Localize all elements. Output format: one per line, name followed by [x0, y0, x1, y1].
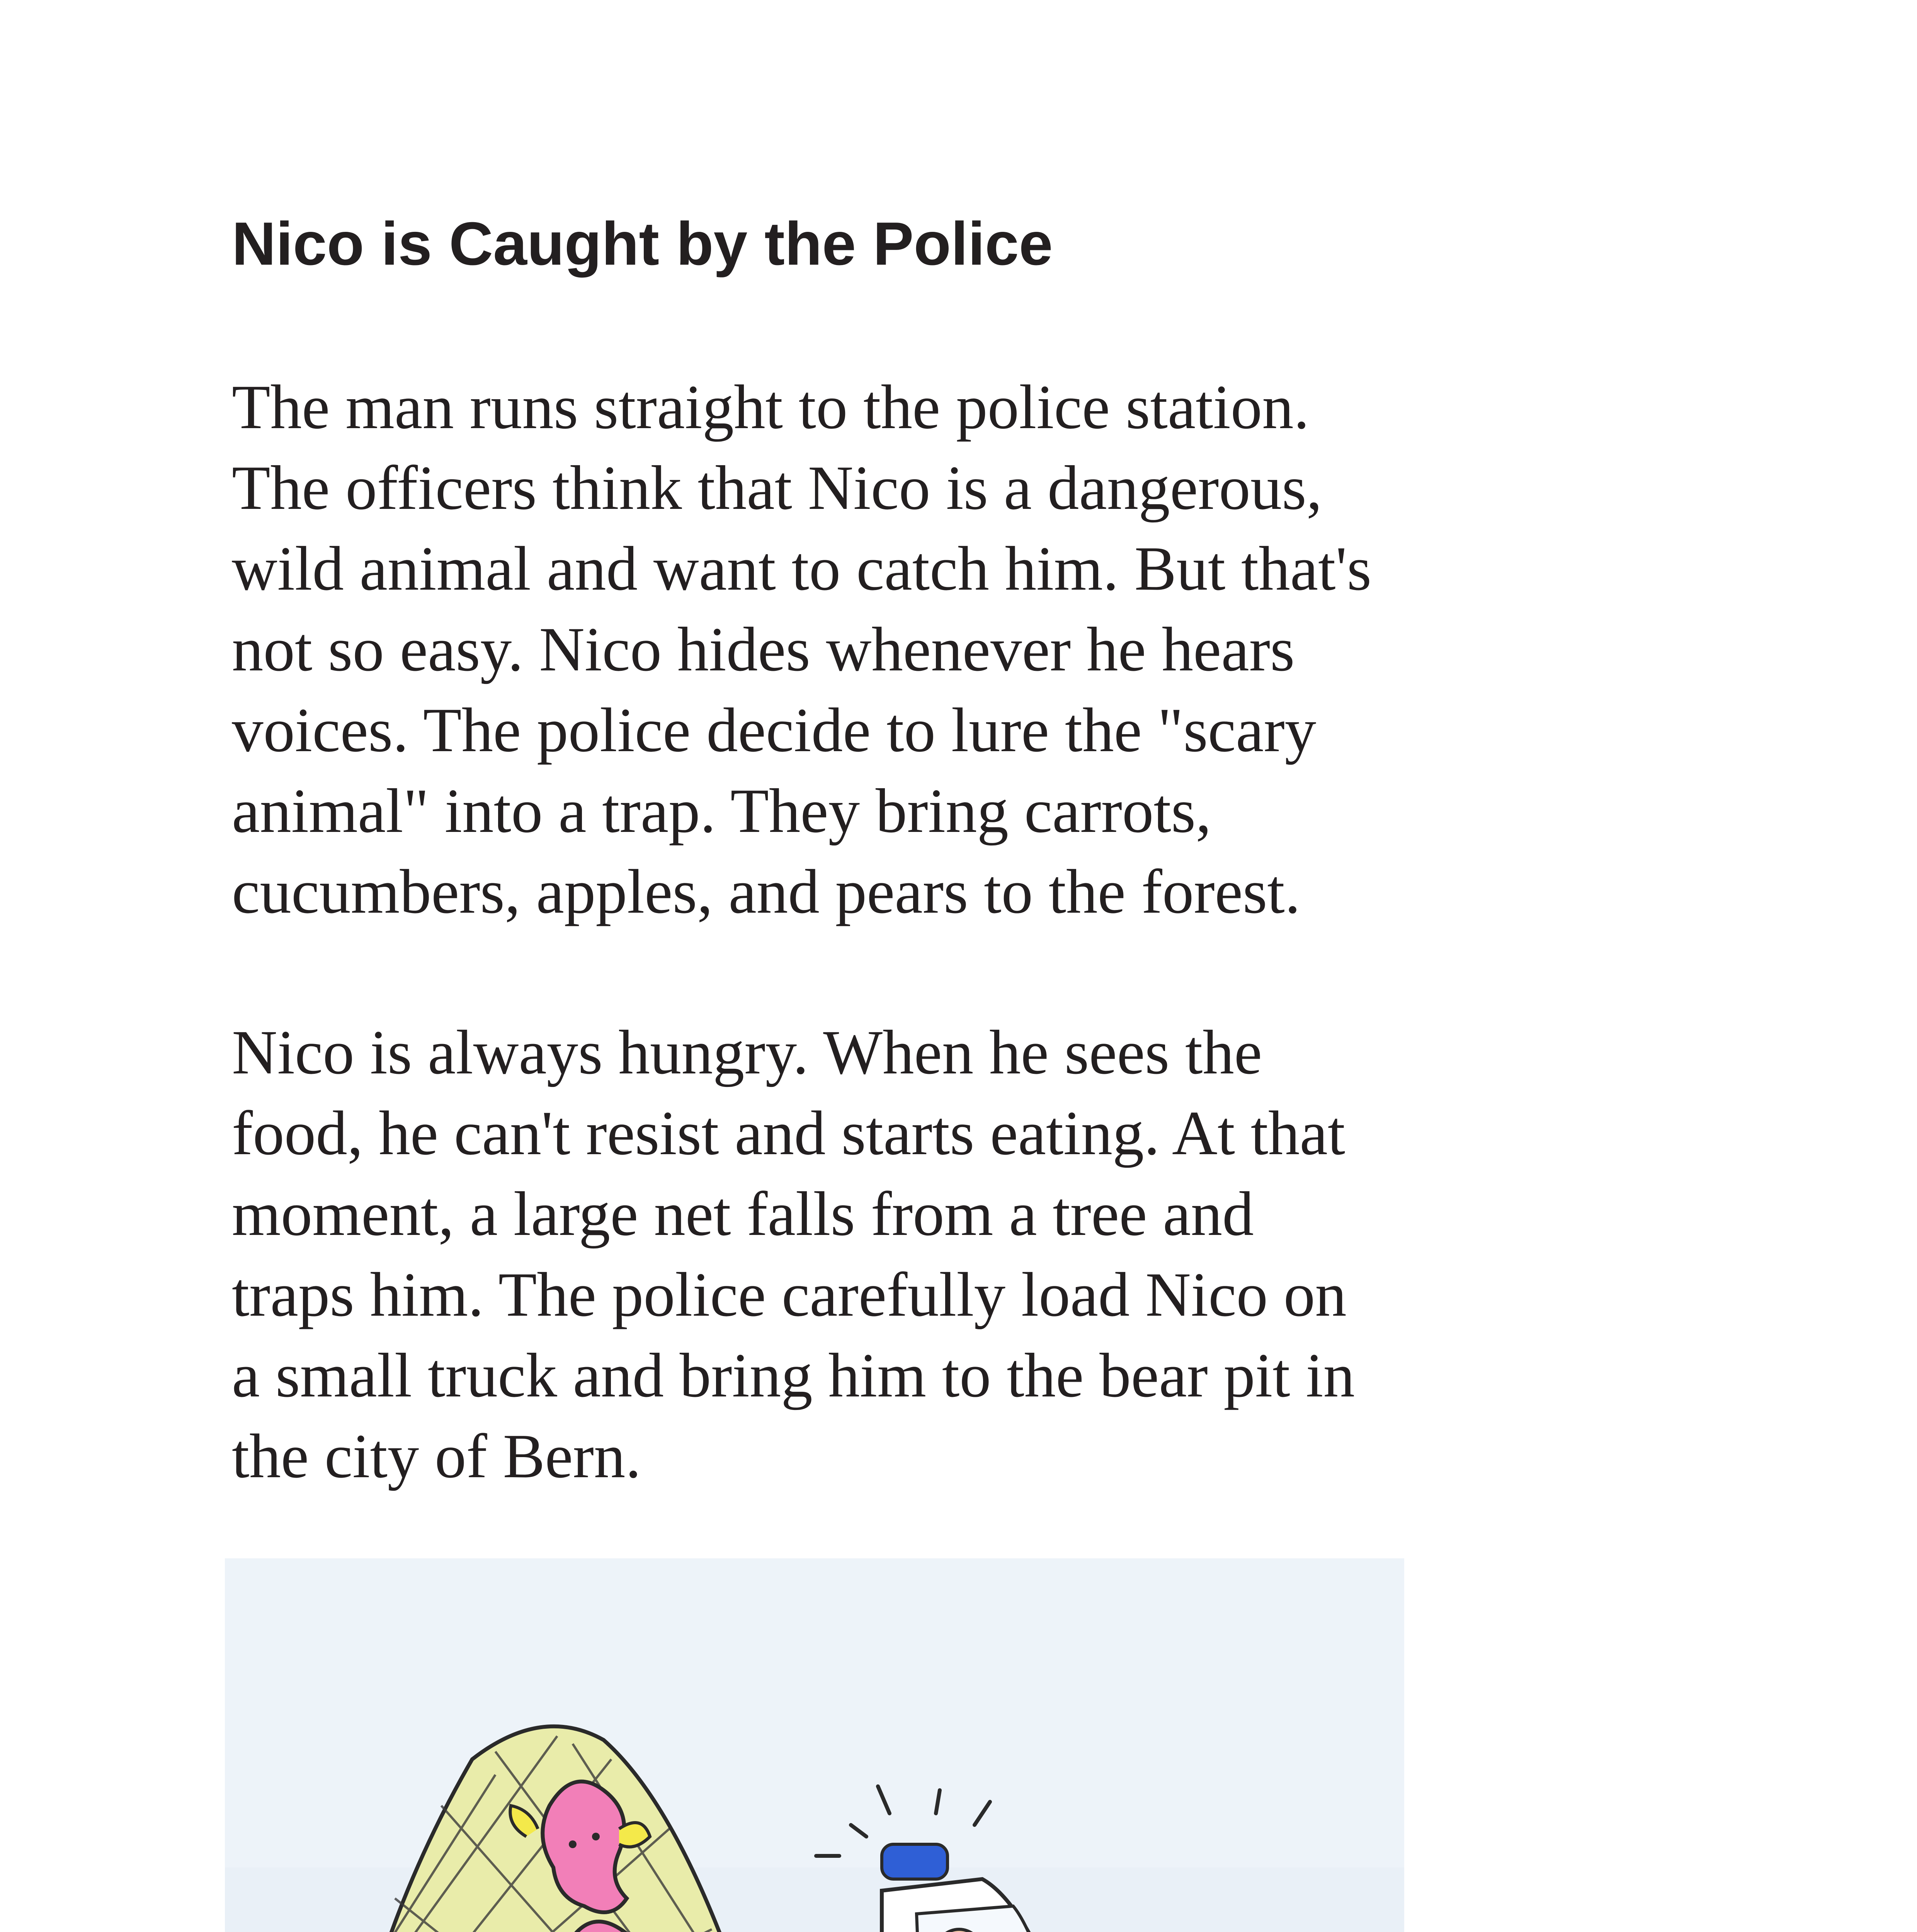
paragraph-1 — [232, 367, 1662, 932]
text-line: not so easy. Nico hides whenever he hears — [232, 615, 1295, 684]
text-line: a small truck and bring him to the bear pit in — [232, 1341, 1355, 1410]
police-truck-illustration — [225, 1558, 1404, 1932]
text-line: The officers think that Nico is a dangerous, — [232, 453, 1322, 523]
text-line: The man runs straight to the police station. — [232, 372, 1310, 442]
text-line: animal" into a trap. They bring carrots, — [232, 776, 1211, 846]
text-line: food, he can't resist and starts eating. At that — [232, 1099, 1345, 1168]
text-line: cucumbers, apples, and pears to the forest. — [232, 857, 1301, 927]
text-line: the city of Bern. — [232, 1422, 641, 1491]
text-line: voices. The police decide to lure the "scary — [232, 696, 1317, 765]
page-title: Nico is Caught by the Police — [232, 210, 1053, 278]
text-line: wild animal and want to catch him. But that's — [232, 534, 1372, 604]
paragraph-2 — [232, 1012, 1662, 1497]
text-line: traps him. The police carefully load Nico on — [232, 1260, 1347, 1330]
illustration-drawing — [225, 1558, 1404, 1932]
text-line: moment, a large net falls from a tree and — [232, 1179, 1254, 1249]
text-line: Nico is always hungry. When he sees the — [232, 1018, 1262, 1087]
